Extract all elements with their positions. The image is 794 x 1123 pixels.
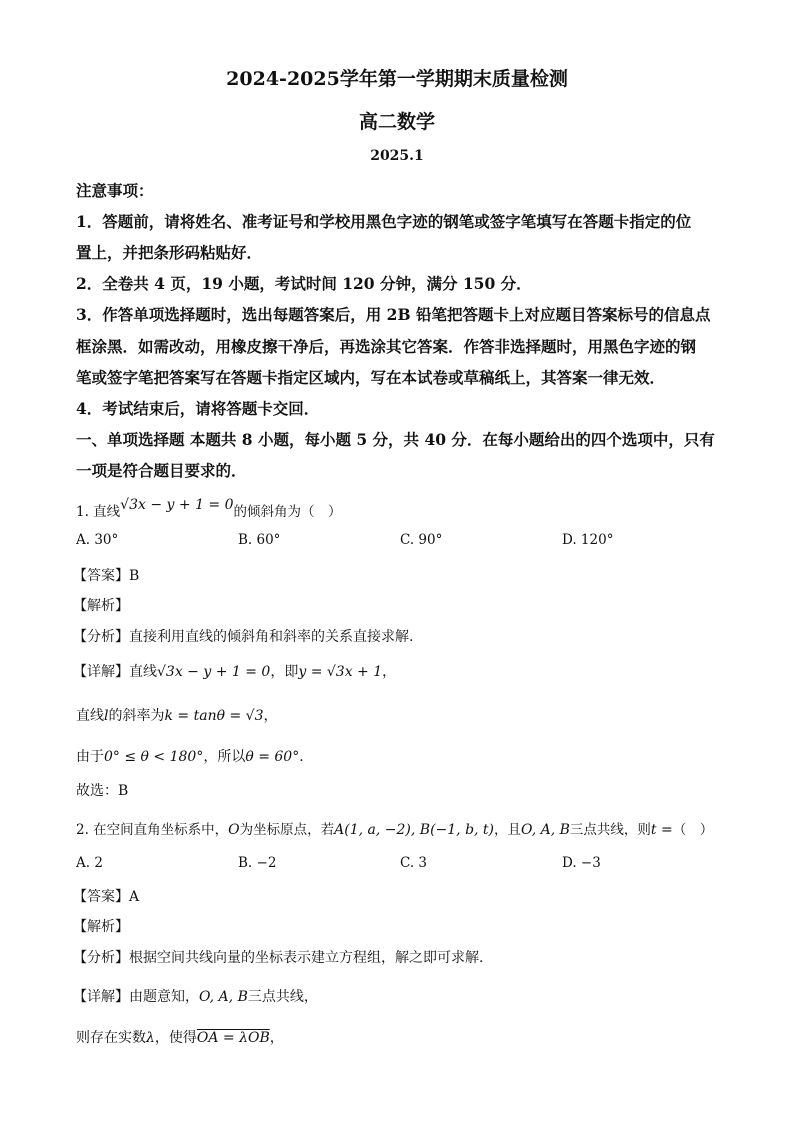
q2-last-line: 则存在实数λ，使得OA = λOB， [76, 1030, 284, 1046]
q2-vector-equation: OA = λOB [196, 1030, 270, 1046]
question-2-stem: 2. 在空间直角坐标系中，O为坐标原点，若A(1, a, −2), B(−1, b, t)，且O, A, B三点共线，则t =（ ） [76, 822, 714, 838]
q1-detail-equation-2: y = √3x + 1 [298, 664, 383, 680]
note-3-line-3: 笔或签字笔把答案写在答题卡指定区域内，写在本试卷或草稿纸上，其答案一律无效． [76, 368, 666, 387]
question-1-stem: 1. 直线√3x − y + 1 = 0的倾斜角为（ ） [76, 497, 342, 520]
page-title: 2024-2025学年第一学期期末质量检测 [226, 68, 568, 90]
q2-points: A(1, a, −2), B(−1, b, t) [334, 822, 495, 838]
q2-fenxi: 【分析】根据空间共线向量的坐标表示建立方程组，解之即可求解. [73, 950, 484, 966]
note-3-line-1: 3．作答单项选择题时，选出每题答案后，用 2B 铅笔把答题卡上对应题目答案标号的信息点 [76, 305, 711, 324]
exam-date: 2025.1 [370, 148, 424, 164]
q1-detail-equation-1: √3x − y + 1 = 0 [157, 664, 271, 680]
q1-range-inequality: 0° ≤ θ < 180° [104, 749, 204, 765]
q2-option-a: A. 2 [76, 855, 103, 871]
section-1-instructions-line-1: 一、单项选择题 本题共 8 小题，每小题 5 分，共 40 分．在每小题给出的四个选项中，只有 [76, 430, 715, 449]
q2-analysis-label: 【解析】 [73, 919, 129, 935]
q2-option-c: C. 3 [400, 855, 428, 871]
q2-answer: 【答案】A [73, 889, 140, 905]
q1-slope-line: 直线l的斜率为k = tanθ = √3， [76, 708, 278, 724]
note-1-line-2: 置上，并把条形码粘贴好． [76, 243, 263, 262]
q1-option-c: C. 90° [400, 532, 443, 548]
q1-detail: 【详解】直线√3x − y + 1 = 0，即y = √3x + 1， [73, 664, 397, 680]
q1-equation: √3x − y + 1 = 0 [120, 497, 234, 513]
subject-title: 高二数学 [358, 111, 435, 133]
q2-option-b: B. −2 [238, 855, 277, 871]
q1-option-b: B. 60° [238, 532, 281, 548]
q1-choice: 故选：B [76, 783, 129, 799]
note-4: 4．考试结束后，请将答题卡交回． [76, 399, 320, 418]
note-3-line-2: 框涂黑．如需改动，用橡皮擦干净后，再选涂其它答案．作答非选择题时，用黑色字迹的钢 [76, 337, 697, 356]
section-1-instructions-line-2: 一项是符合题目要求的． [76, 461, 247, 480]
q1-answer: 【答案】B [73, 568, 140, 584]
q2-option-d: D. −3 [562, 855, 601, 871]
q1-result: θ = 60° [245, 749, 300, 765]
q1-option-d: D. 120° [562, 532, 614, 548]
note-1-line-1: 1．答题前，请将姓名、准考证号和学校用黑色字迹的钢笔或签字笔填写在答题卡指定的位 [76, 212, 692, 231]
q1-fenxi: 【分析】直接利用直线的倾斜角和斜率的关系直接求解. [73, 629, 414, 645]
q2-detail: 【详解】由题意知，O, A, B三点共线， [73, 989, 318, 1005]
note-2: 2．全卷共 4 页，19 小题，考试时间 120 分钟，满分 150 分． [76, 274, 532, 293]
q1-range-line: 由于0° ≤ θ < 180°，所以θ = 60°． [76, 749, 314, 765]
q1-analysis-label: 【解析】 [73, 598, 129, 614]
q1-option-a: A. 30° [76, 532, 119, 548]
notes-heading: 注意事项： [76, 181, 154, 200]
q2-detail-points: O, A, B [199, 989, 248, 1005]
q1-slope-equation: k = tanθ = √3 [164, 708, 264, 724]
